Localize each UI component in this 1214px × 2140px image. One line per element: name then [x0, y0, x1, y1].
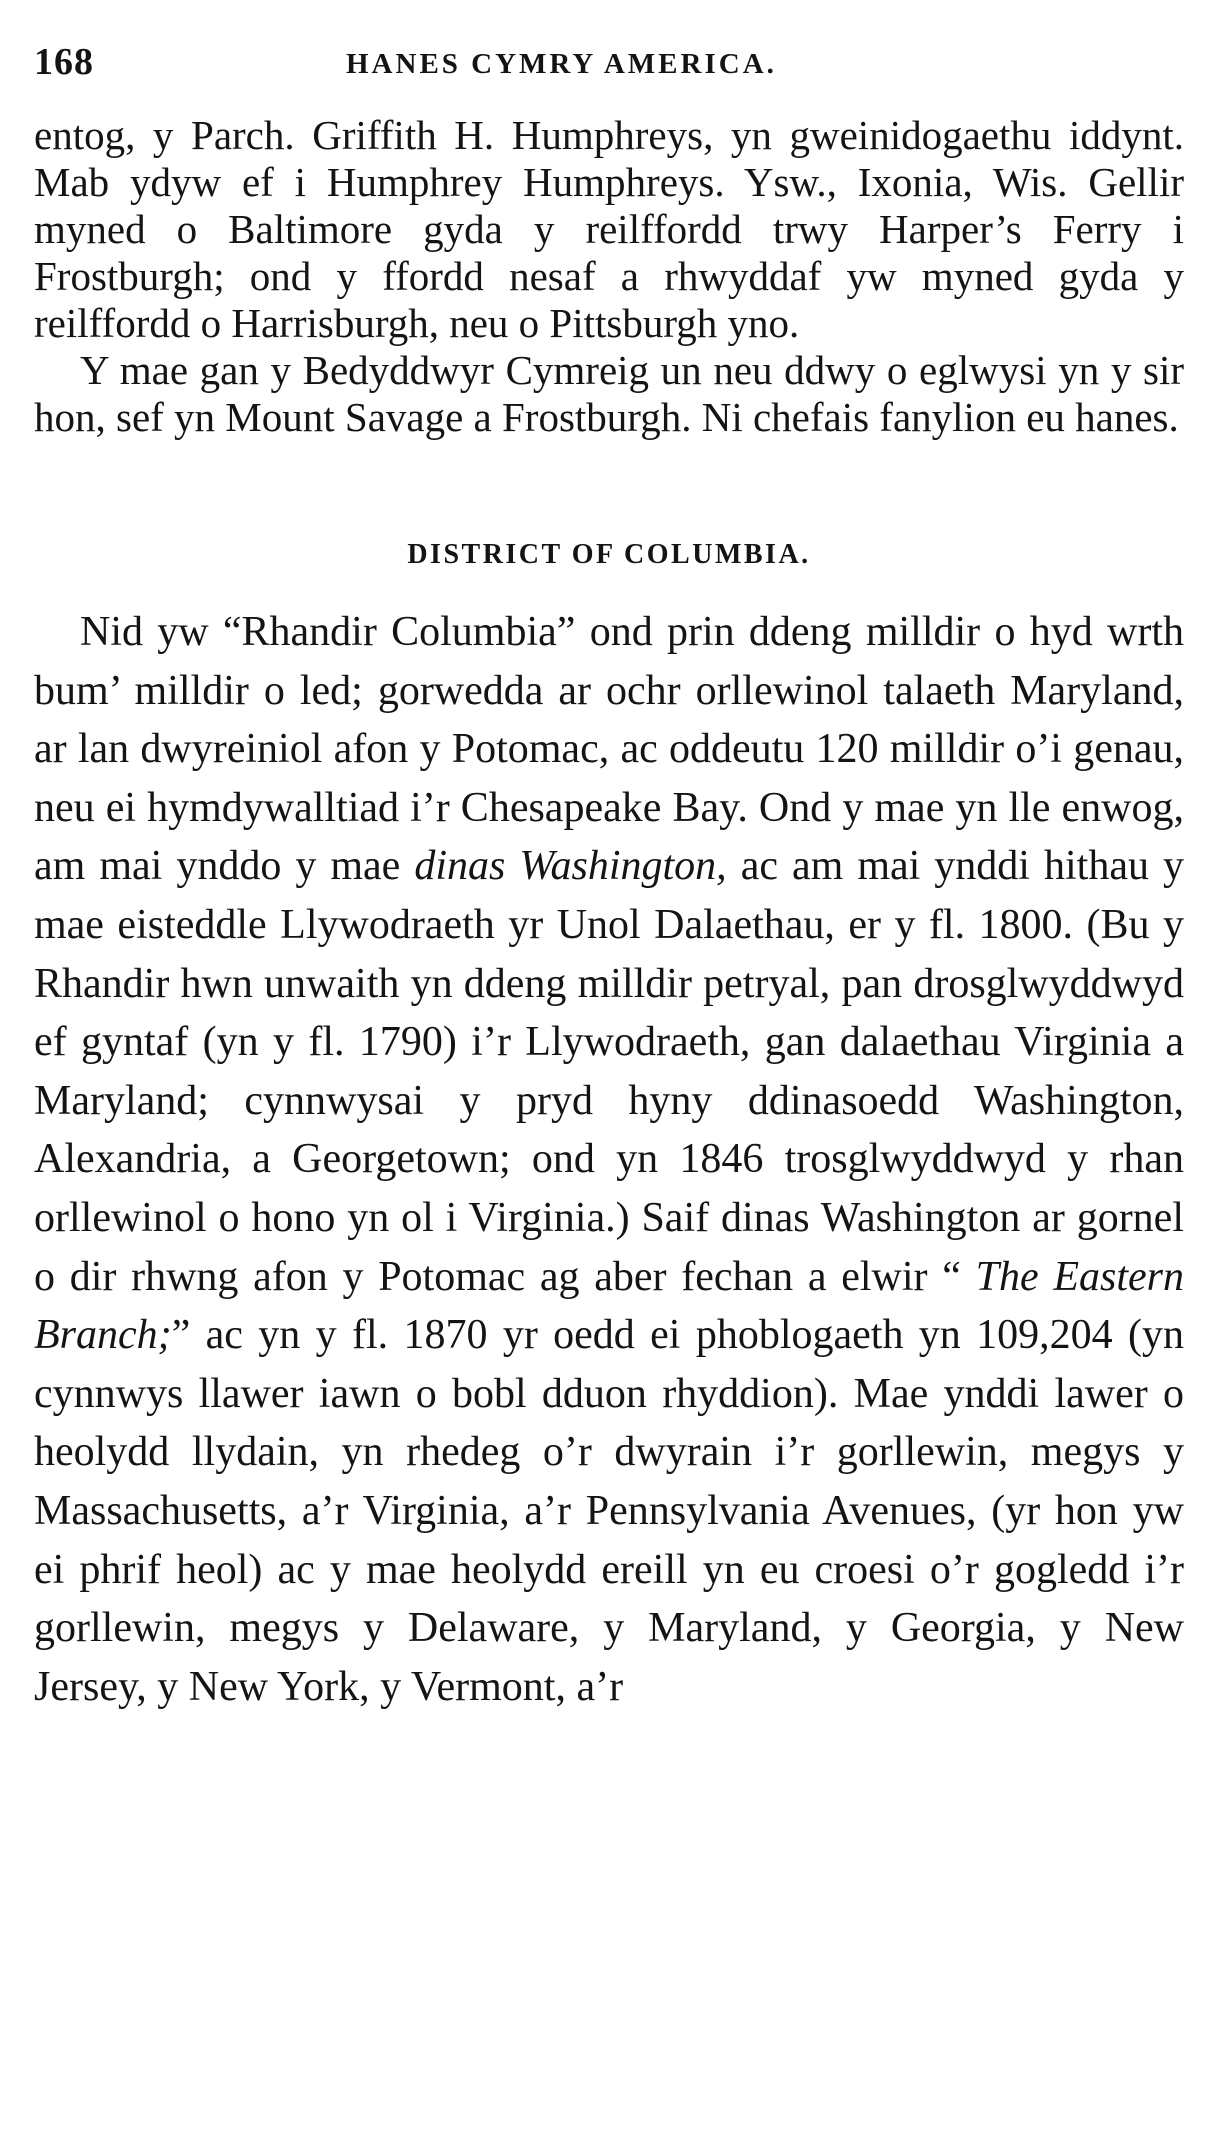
district-text-part-3: ” ac yn y fl. 1870 yr oedd ei phoblogaeth yn 109,204 (yn cynnwys llawer iawn o bobl dduon rhyddion). Mae ynddi lawer o heolydd llydain, yn rhedeg o’r dwyrain i’r gorllewin, megys y Massachusetts, a’r Virginia, a’r Pennsylvania Avenues, (yr hon yw ei phrif heol) ac y mae heolydd ereill yn eu croesi o’r gogledd i’r gorllewin, megys y Delaware, y Maryland, y Georgia, y New Jersey, y New York, y Vermont, a’r [34, 1312, 1184, 1710]
district-paragraph [34, 603, 1184, 1716]
district-text-part-1: Nid yw “Rhandir Columbia” ond prin ddeng milldir o hyd wrth bum’ milldir o led; gorwedda ar ochr orllewinol talaeth Maryland, ar lan dwyreiniol afon y Potomac, ac oddeutu 120 milldir o’i genau, neu ei hymdywalltiad i’r Chesapeake Bay. Ond y mae yn lle enwog, am mai ynddo y mae [34, 609, 1184, 890]
book-page [34, 40, 1184, 1716]
section-heading: DISTRICT OF COLUMBIA. [407, 539, 811, 570]
page-number: 168 [34, 41, 94, 83]
running-title: HANES CYMRY AMERICA. [346, 48, 777, 80]
district-italic-city: dinas Washington, [414, 843, 727, 890]
district-text-part-2: ac am mai ynddi hithau y mae eisteddle Llywodraeth yr Unol Dalaethau, er y fl. 1800. (Bu y Rhandir hwn unwaith yn ddeng milldir petryal, pan drosglwyddwyd ef gyntaf (yn y fl. 1790) i’r Llywodraeth, gan dalaethau Virginia a Maryland; cynnwysai y pryd hyny ddinasoedd Washington, Alexandria, a Georgetown; ond yn 1846 trosglwyddwyd y rhan orllewinol o hono yn ol i Virginia.) Saif dinas Washington ar gornel o dir rhwng afon y Potomac ag aber fechan a elwir “ [34, 843, 1184, 1300]
running-head [34, 40, 1184, 96]
paragraph-baptists: Y mae gan y Bedyddwyr Cymreig un neu ddwy o eglwysi yn y sir hon, sef yn Mount Savage a Frostburgh. Ni chefais fanylion eu hanes. [34, 347, 1184, 440]
district-italic-branch: The Eastern Branch; [34, 1253, 1185, 1359]
paragraph-continued: entog, y Parch. Griffith H. Humphreys, yn gweinidogaethu iddynt. Mab ydyw ef i Humphrey Humphreys. Ysw., Ixonia, Wis. Gellir myned o Baltimore gyda y reilffordd trwy Harper’s Ferry i Frostburgh; ond y ffordd nesaf a rhwyddaf yw myned gyda y reilffordd o Harrisburgh, neu o Pittsburgh yno. [34, 112, 1184, 346]
